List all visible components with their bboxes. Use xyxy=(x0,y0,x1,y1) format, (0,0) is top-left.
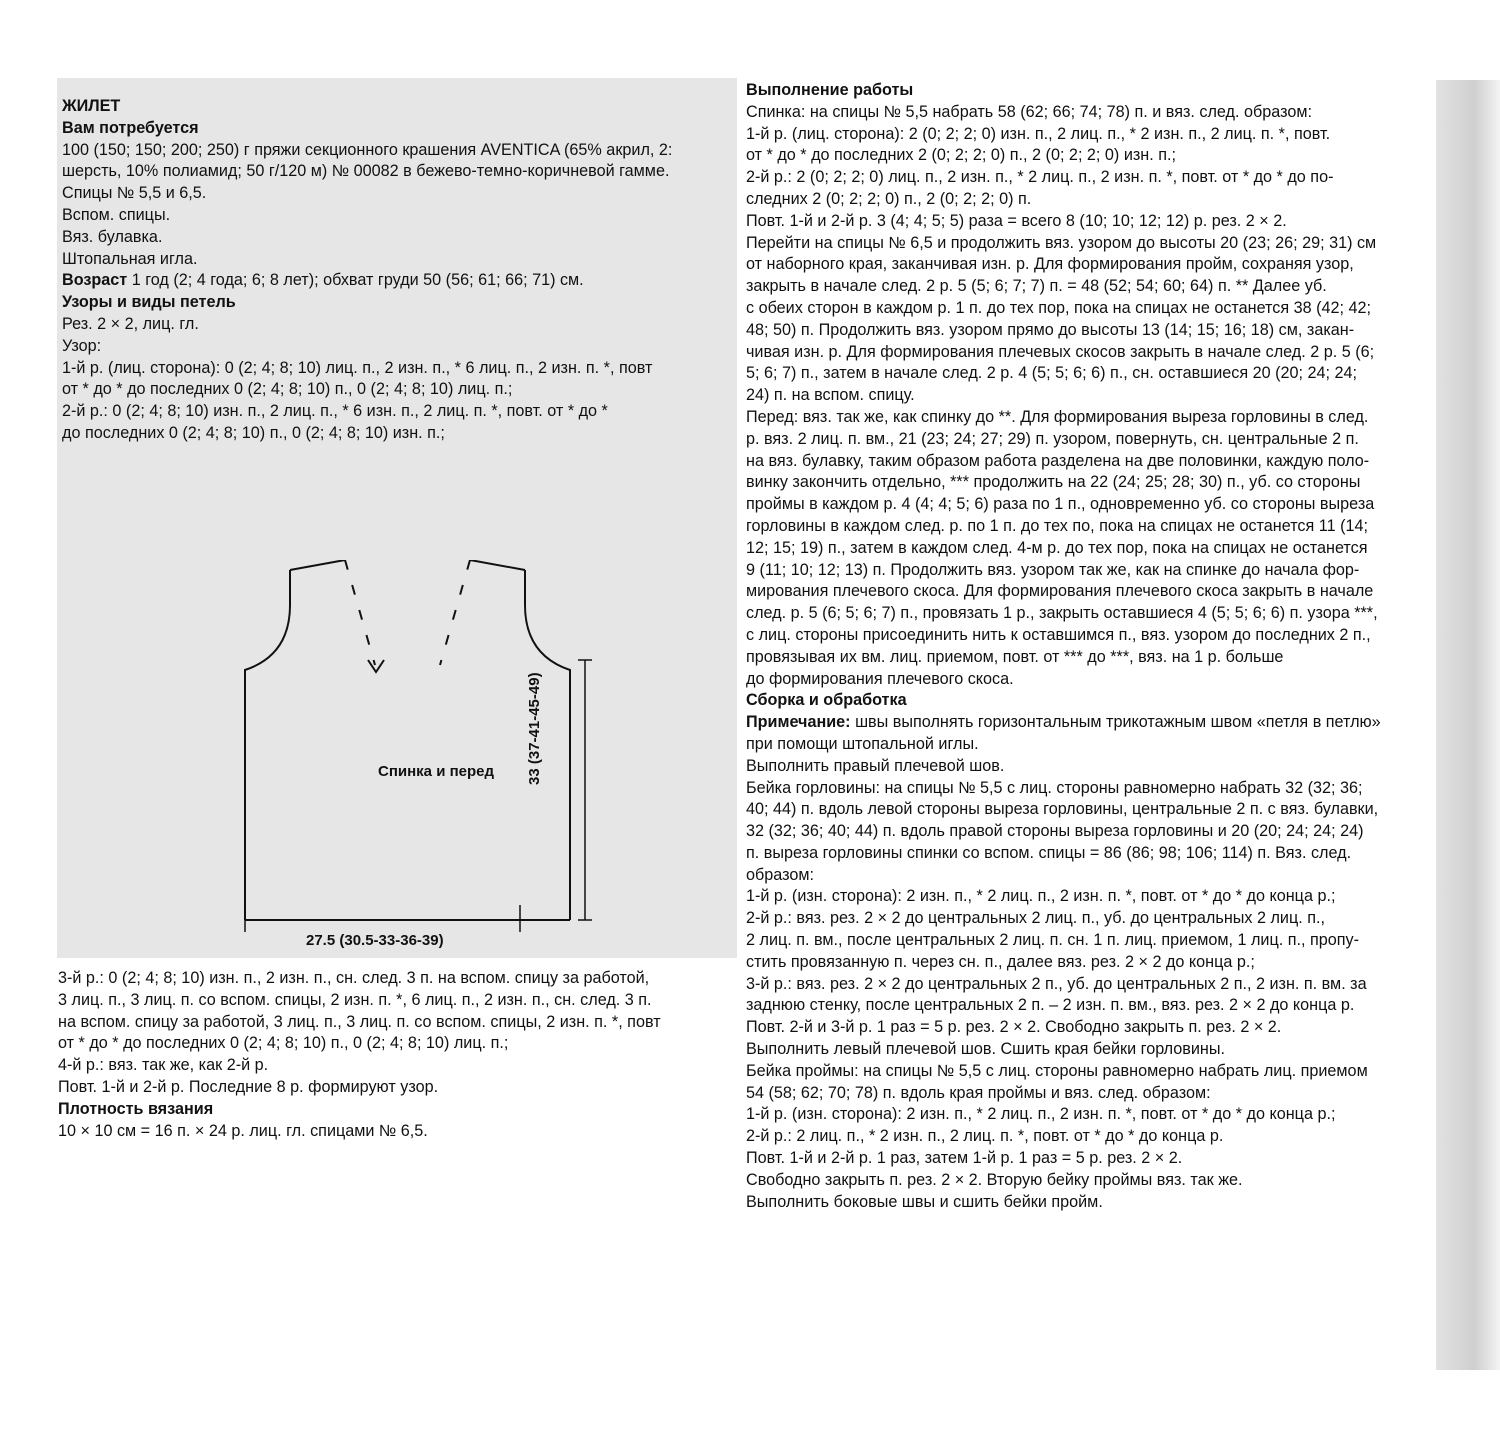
work-line: Перед: вяз. так же, как спинку до **. Для формирования выреза горловины в след. xyxy=(746,407,1369,426)
materials-line: Вспом. спицы. xyxy=(62,205,171,224)
work-line: Повт. 1-й и 2-й р. 3 (4; 4; 5; 5) раза = всего 8 (10; 10; 12; 12) р. рез. 2 × 2. xyxy=(746,211,1287,230)
note-label: Примечание: xyxy=(746,713,851,732)
pattern-line: 4-й р.: вяз. так же, как 2-й р. xyxy=(58,1056,269,1075)
assembly-line: при помощи штопальной иглы. xyxy=(746,734,979,753)
assembly-heading: Сборка и обработка xyxy=(746,691,907,710)
pattern-line: 3-й р.: 0 (2; 4; 8; 10) изн. п., 2 изн. п., сн. след. 3 п. на вспом. спицу за работой, xyxy=(58,969,650,987)
pattern-line: 3 лиц. п., 3 лиц. п. со вспом. спицы, 2 изн. п. *, 6 лиц. п., 2 изн. п., сн. след. 3 п. xyxy=(58,990,652,1009)
work-line: на вяз. булавку, таким образом работа разделена на две половинки, каждую поло- xyxy=(746,451,1370,470)
work-line: 9 (11; 10; 12; 13) п. Продолжить вяз. узором так же, как на спинке до начала фор- xyxy=(746,560,1360,579)
materials-line: Вяз. булавка. xyxy=(62,227,163,246)
work-line: винку закончить отдельно, *** продолжить на 22 (24; 25; 28; 30) п., уб. со стороны xyxy=(746,473,1361,492)
note-line xyxy=(746,712,1436,734)
age-label: Возраст xyxy=(62,271,128,290)
work-line: до формирования плечевого скоса. xyxy=(746,669,1014,688)
patterns-line: 1-й р. (лиц. сторона): 0 (2; 4; 8; 10) лиц. п., 2 изн. п., * 6 лиц. п., 2 изн. п. *, повт xyxy=(62,358,653,377)
work-line: горловины в каждом след. р. по 1 п. до тех по, пока на спицах не останется 11 (14; xyxy=(746,516,1368,535)
work-line: след. р. 5 (6; 5; 6; 7) п., провязать 1 р., закрыть оставшиеся 4 (5; 5; 6; 6) п. узора ***, xyxy=(746,604,1378,623)
materials-line: 100 (150; 150; 200; 250) г пряжи секционного крашения AVENTICA (65% акрил, 2: xyxy=(62,140,673,159)
schematic-left-outline xyxy=(245,570,290,920)
assembly-line: Бейка проймы: на спицы № 5,5 с лиц. стороны равномерно набрать лиц. приемом xyxy=(746,1061,1368,1080)
assembly-line: Повт. 2-й и 3-й р. 1 раз = 5 р. рез. 2 × 2. Свободно закрыть п. рез. 2 × 2. xyxy=(746,1018,1282,1037)
gauge-heading: Плотность вязания xyxy=(58,1099,214,1118)
work-line: от * до * до последних 2 (0; 2; 2; 0) п., 2 (0; 2; 2; 0) изн. п.; xyxy=(746,146,1176,165)
assembly-line: 2-й р.: вяз. рез. 2 × 2 до центральных 2 лиц. п., уб. до центральных 2 лиц. п., xyxy=(746,909,1325,928)
assembly-line: 2 лиц. п. вм., после центральных 2 лиц. п. сн. 1 п. лиц. приемом, 1 лиц. п., пропу- xyxy=(746,931,1360,950)
materials-line: Штопальная игла. xyxy=(62,249,198,268)
patterns-heading: Узоры и виды петель xyxy=(62,293,236,312)
work-line: 24) п. на вспом. спицу. xyxy=(746,386,915,405)
note-text: швы выполнять горизонтальным трикотажным швом «петля в петлю» xyxy=(850,713,1381,732)
assembly-line: Бейка горловины: на спицы № 5,5 с лиц. стороны равномерно набрать 32 (32; 36; xyxy=(746,778,1363,797)
work-line: мирования плечевого скоса. Для формирования плечевого скоса закрыть в начале xyxy=(746,582,1374,601)
assembly-line: 3-й р.: вяз. рез. 2 × 2 до центральных 2 п., уб. до центральных 2 п., 2 изн. п. вм. за xyxy=(746,974,1367,993)
materials-line: Спицы № 5,5 и 6,5. xyxy=(62,184,207,203)
assembly-line: Повт. 1-й и 2-й р. 1 раз, затем 1-й р. 1 раз = 5 р. рез. 2 × 2. xyxy=(746,1149,1183,1168)
assembly-line: 32 (32; 36; 40; 44) п. вдоль правой стороны выреза горловины и 20 (20; 24; 24; 24) xyxy=(746,822,1364,841)
work-line: следних 2 (0; 2; 2; 0) п., 2 (0; 2; 2; 0) п. xyxy=(746,189,1032,208)
right-column xyxy=(746,80,1436,1213)
work-line: чивая изн. р. Для формирования плечевых скосов закрыть в начале след. 2 р. 5 (6; xyxy=(746,342,1375,361)
work-line: от наборного края, заканчивая изн. р. Для формирования пройм, сохраняя узор, xyxy=(746,255,1354,274)
schematic-v-neck-left xyxy=(345,560,375,665)
assembly-line: Выполнить правый плечевой шов. xyxy=(746,756,1005,775)
schematic-width-label: 27.5 (30.5-33-36-39) xyxy=(306,932,444,949)
assembly-line: 40; 44) п. вдоль левой стороны выреза горловины, центральные 2 п. с вяз. булавки, xyxy=(746,800,1379,819)
pattern-line: от * до * до последних 0 (2; 4; 8; 10) п., 0 (2; 4; 8; 10) лиц. п.; xyxy=(58,1034,509,1053)
work-line: Перейти на спицы № 6,5 и продолжить вяз. узором до высоты 20 (23; 26; 29; 31) см xyxy=(746,233,1377,252)
patterns-line: Рез. 2 × 2, лиц. гл. xyxy=(62,314,199,333)
schematic-shoulder-left xyxy=(290,560,345,570)
assembly-line: образом: xyxy=(746,865,814,884)
assembly-line: заднюю стенку, после центральных 2 п. – 2 изн. п. вм., вяз. рез. 2 × 2 до конца р. xyxy=(746,996,1355,1015)
schematic-drawing xyxy=(230,560,610,960)
pattern-line: на вспом. спицу за работой, 3 лиц. п., 3 лиц. п. со вспом. спицы, 2 изн. п. *, повт xyxy=(58,1012,661,1031)
work-line: с обеих сторон в каждом р. 1 п. до тех пор, пока на спицах не останется 38 (42; 42; xyxy=(746,298,1372,317)
work-line: 12; 15; 19) п., затем в каждом след. 4-м р. до тех пор, пока на спицах не останется xyxy=(746,538,1368,557)
assembly-line: п. выреза горловины спинки со вспом. спицы = 86 (86; 98; 106; 114) п. Вяз. след. xyxy=(746,843,1352,862)
work-line: проймы в каждом р. 4 (4; 4; 5; 6) раза по 1 п., одновременно уб. со стороны выреза xyxy=(746,495,1375,514)
patterns-line: Узор: xyxy=(62,336,102,355)
assembly-line: Свободно закрыть п. рез. 2 × 2. Вторую бейку проймы вяз. так же. xyxy=(746,1170,1243,1189)
work-line: 2-й р.: 2 (0; 2; 2; 0) лиц. п., 2 изн. п., * 2 лиц. п., 2 изн. п. *, повт. от * до * до по- xyxy=(746,168,1334,187)
article-title: ЖИЛЕТ xyxy=(62,97,121,115)
patterns-line: от * до * до последних 0 (2; 4; 8; 10) п., 0 (2; 4; 8; 10) лиц. п.; xyxy=(62,380,513,399)
work-line: с лиц. стороны присоединить нить к оставшимся п., вяз. узором до последних 2 п., xyxy=(746,625,1371,644)
assembly-line: 1-й р. (изн. сторона): 2 изн. п., * 2 лиц. п., 2 изн. п. *, повт. от * до * до конца р.; xyxy=(746,887,1336,906)
assembly-line: стить провязанную п. через сн. п., далее вяз. рез. 2 × 2 до конца р.; xyxy=(746,952,1255,971)
gauge-text: 10 × 10 см = 16 п. × 24 р. лиц. гл. спицами № 6,5. xyxy=(58,1121,428,1140)
assembly-line: Выполнить боковые швы и сшить бейки пройм. xyxy=(746,1192,1103,1211)
pattern-line: Повт. 1-й и 2-й р. Последние 8 р. формируют узор. xyxy=(58,1077,439,1096)
assembly-line: 54 (58; 62; 70; 78) п. вдоль края проймы и вяз. след. образом: xyxy=(746,1083,1211,1102)
schematic-v-mark xyxy=(368,660,384,672)
work-line: 48; 50) п. Продолжить вяз. узором прямо до высоты 13 (14; 15; 16; 18) см, закан- xyxy=(746,320,1355,339)
materials-line: шерсть, 10% полиамид; 50 г/120 м) № 00082 в бежево-темно-коричневой гамме. xyxy=(62,162,670,181)
vest-schematic xyxy=(230,560,610,960)
work-heading: Выполнение работы xyxy=(746,81,914,99)
age-text: 1 год (2; 4 года; 6; 8 лет); обхват груди 50 (56; 61; 66; 71) см. xyxy=(127,271,584,290)
patterns-line: 2-й р.: 0 (2; 4; 8; 10) изн. п., 2 лиц. п., * 6 изн. п., 2 лиц. п. *, повт. от * до * xyxy=(62,402,608,421)
assembly-line: 1-й р. (изн. сторона): 2 изн. п., * 2 лиц. п., 2 изн. п. *, повт. от * до * до конца р.; xyxy=(746,1105,1336,1124)
schematic-shoulder-right xyxy=(470,560,525,570)
work-line: 1-й р. (лиц. сторона): 2 (0; 2; 2; 0) изн. п., 2 лиц. п., * 2 изн. п., 2 лиц. п. *, повт. xyxy=(746,124,1331,143)
schematic-title: Спинка и перед xyxy=(378,763,495,780)
materials-heading: Вам потребуется xyxy=(62,118,199,137)
patterns-line: до последних 0 (2; 4; 8; 10) п., 0 (2; 4; 8; 10) изн. п.; xyxy=(62,423,445,442)
assembly-line: Выполнить левый плечевой шов. Сшить края бейки горловины. xyxy=(746,1040,1226,1059)
assembly-line: 2-й р.: 2 лиц. п., * 2 изн. п., 2 лиц. п. *, повт. от * до * до конца р. xyxy=(746,1127,1224,1146)
work-line: р. вяз. 2 лиц. п. вм., 21 (23; 24; 27; 29) п. узором, повернуть, сн. центральные 2 п. xyxy=(746,429,1359,448)
work-line: 5; 6; 7) п., затем в начале след. 2 р. 4 (5; 5; 6; 6) п., сн. оставшиеся 20 (20; 24; 24; xyxy=(746,364,1358,383)
schematic-height-label: 33 (37-41-45-49) xyxy=(526,672,543,785)
work-line: провязывая их вм. лиц. приемом, повт. от *** до ***, вяз. на 1 р. больше xyxy=(746,647,1284,666)
left-column-bottom xyxy=(58,968,738,1142)
left-column-top xyxy=(62,96,734,445)
work-line: Спинка: на спицы № 5,5 набрать 58 (62; 66; 74; 78) п. и вяз. след. образом: xyxy=(746,102,1312,121)
age-line xyxy=(62,270,734,292)
work-line: закрыть в начале след. 2 р. 5 (5; 6; 7; 7) п. = 48 (52; 54; 60; 64) п. ** Далее уб. xyxy=(746,277,1327,296)
scan-page-edge-right xyxy=(1436,80,1500,1370)
schematic-v-neck-right xyxy=(440,560,470,665)
